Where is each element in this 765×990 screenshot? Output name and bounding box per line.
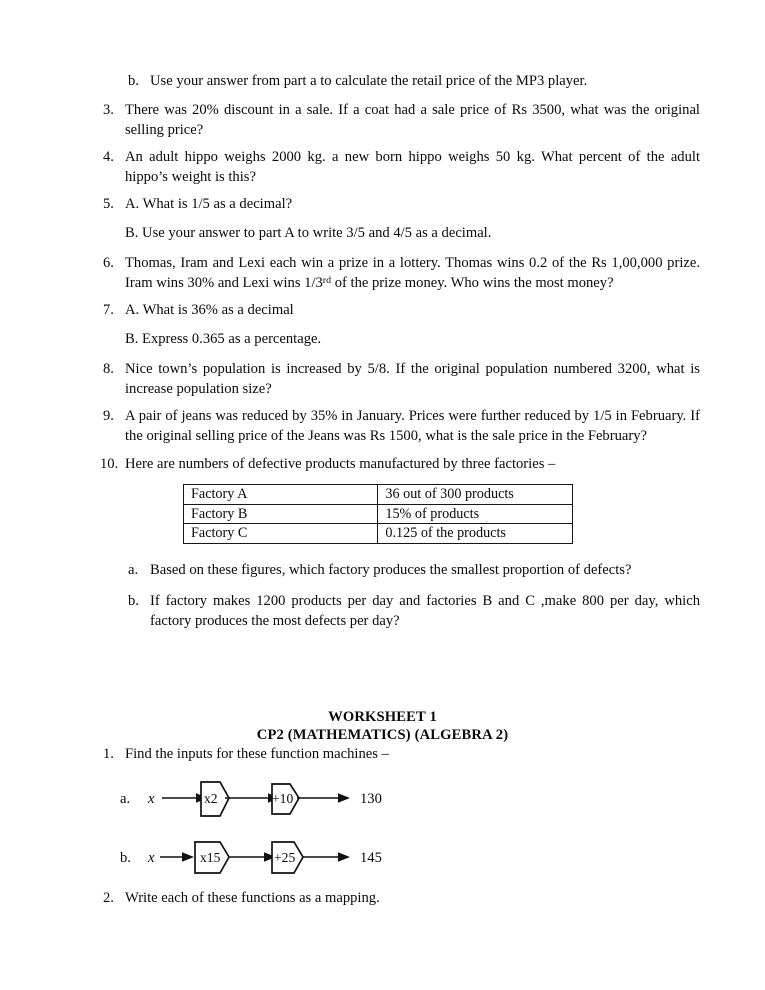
question-marker: 5. <box>103 196 114 212</box>
question-item-8 <box>103 360 700 399</box>
question-item-2-mapping <box>103 889 700 909</box>
factory-label: Factory B <box>184 504 378 524</box>
table-row <box>184 485 573 505</box>
machine-input-variable: x <box>148 850 155 866</box>
machine-output-value: 130 <box>360 791 382 807</box>
worksheet-title-line1: WORKSHEET 1 <box>328 709 437 725</box>
question-text: Based on these figures, which factory produces the smallest proportion of defects? <box>150 562 632 578</box>
question-text: A pair of jeans was reduced by 35% in January. Prices were further reduced by 1/5 in February. If the original selling price of the Jeans was Rs 1500, what is the sale price in the February? <box>125 408 700 444</box>
question-text-after-superscript: of the prize money. Who wins the most money? <box>331 274 614 291</box>
question-marker: 8. <box>103 361 114 377</box>
ordinal-superscript: rd <box>322 274 332 286</box>
machine-output-value: 145 <box>360 850 382 866</box>
question-marker: 10. <box>100 456 119 472</box>
question-marker: 6. <box>103 255 114 271</box>
question-text: There was 20% discount in a sale. If a coat had a sale price of Rs 3500, what was the original selling price? <box>125 102 700 138</box>
question-item-10a <box>128 561 700 581</box>
machine-operation-1: x2 <box>204 791 218 806</box>
question-marker: 2. <box>103 890 114 906</box>
question-item-5 <box>103 195 700 215</box>
function-machine-b <box>120 839 540 881</box>
question-text: An adult hippo weighs 2000 kg. a new born hippo weighs 50 kg. What percent of the adult hippo’s weight is this? <box>125 149 700 185</box>
machine-operation-1: x15 <box>200 850 221 865</box>
question-text: Use your answer from part a to calculate the retail price of the MP3 player. <box>150 73 588 89</box>
factory-label: Factory C <box>184 524 378 544</box>
question-item-4 <box>103 148 700 187</box>
machine-marker: b. <box>120 850 131 866</box>
machine-marker: a. <box>120 791 131 807</box>
table-row <box>184 524 573 544</box>
question-marker: b. <box>128 73 139 89</box>
question-item-10b <box>128 592 700 631</box>
question-text: Write each of these functions as a mapping. <box>125 890 380 906</box>
question-item-10 <box>100 455 697 475</box>
question-item-9 <box>103 407 700 446</box>
question-item-5b-text: B. Use your answer to part A to write 3/5 and 4/5 as a decimal. <box>125 225 492 241</box>
question-text-before-superscript: Thomas, Iram and Lexi each win a prize in a lottery. Thomas wins 0.2 of the Rs 1,00,000 prize. Iram wins 30% and Lexi wins 1/3 <box>125 255 700 291</box>
factory-value: 36 out of 300 products <box>378 485 573 505</box>
function-machine-diagram-b <box>120 839 540 881</box>
machine-input-variable: x <box>148 791 155 807</box>
worksheet-title-line2: CP2 (MATHEMATICS) (ALGEBRA 2) <box>256 727 509 743</box>
question-item-1-function-machines <box>103 745 700 765</box>
factory-defects-table <box>183 484 573 544</box>
question-marker: b. <box>128 593 139 609</box>
function-machine-diagram-a <box>120 780 540 822</box>
question-item-6 <box>103 254 700 293</box>
question-item-7 <box>103 301 700 321</box>
question-text: A. What is 1/5 as a decimal? <box>125 196 293 212</box>
question-marker: 4. <box>103 149 114 165</box>
question-item-7b-text: B. Express 0.365 as a percentage. <box>125 331 322 347</box>
machine-operation-2: +10 <box>272 791 294 806</box>
factory-value: 0.125 of the products <box>378 524 573 544</box>
question-marker: 9. <box>103 408 114 424</box>
question-text: Nice town’s population is increased by 5/8. If the original population numbered 3200, what is increase population size? <box>125 361 700 397</box>
table-row <box>184 504 573 524</box>
factory-value: 15% of products <box>378 504 573 524</box>
question-text: Find the inputs for these function machines – <box>125 746 389 762</box>
function-machine-a <box>120 780 540 822</box>
question-text: If factory makes 1200 products per day and factories B and C ,make 800 per day, which factory produces the most defects per day? <box>150 593 700 629</box>
question-marker: 1. <box>103 746 114 762</box>
machine-operation-2: +25 <box>274 850 296 865</box>
question-text: A. What is 36% as a decimal <box>125 302 294 318</box>
factory-label: Factory A <box>184 485 378 505</box>
question-item-3 <box>103 101 700 140</box>
question-marker: 3. <box>103 102 114 118</box>
question-marker: a. <box>128 562 139 578</box>
question-marker: 7. <box>103 302 114 318</box>
question-text: Here are numbers of defective products manufactured by three factories – <box>125 456 556 472</box>
question-text <box>125 254 700 293</box>
question-item-b-mp3 <box>128 72 700 92</box>
